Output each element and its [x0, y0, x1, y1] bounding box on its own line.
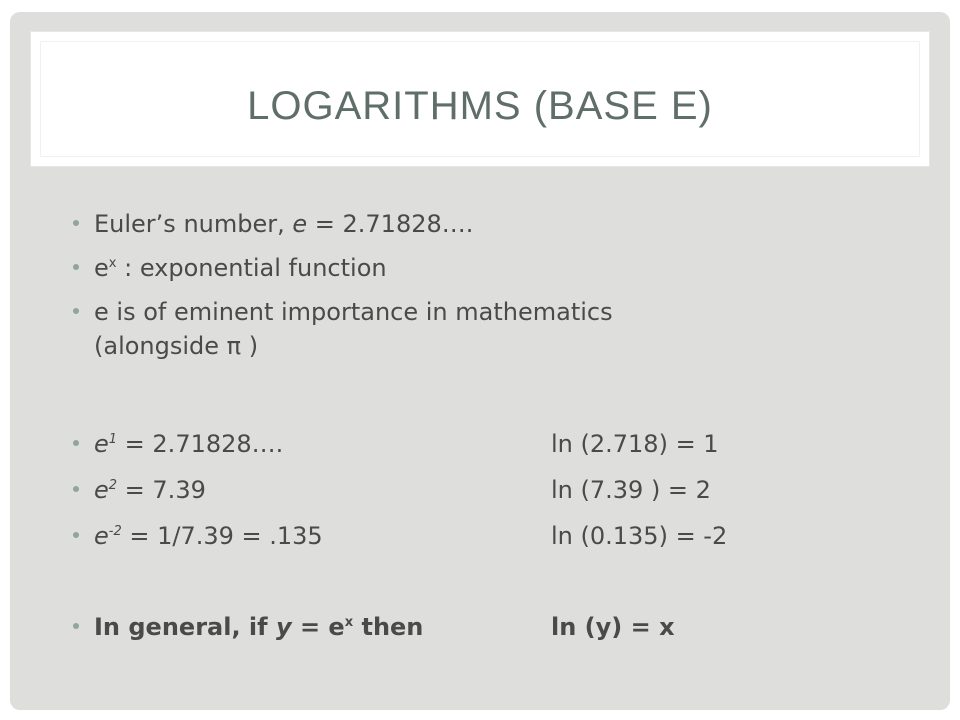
bullet-dot	[73, 264, 79, 270]
ex2-ln: ln (7.39 ) = 2	[551, 476, 711, 504]
bullet-dot	[73, 623, 79, 629]
bullet-text	[94, 295, 613, 363]
euler-e: e	[292, 210, 308, 238]
bullet-text	[94, 251, 387, 285]
bullet-text	[94, 427, 283, 461]
ex1-ln: ln (2.718) = 1	[551, 430, 719, 458]
ex3-rhs: = 1/7.39 = .135	[121, 522, 323, 550]
bullet-dot	[73, 308, 79, 314]
slide-title: LOGARITHMS (BASE E)	[247, 84, 713, 128]
general-superscript: x	[344, 615, 354, 630]
bullet-text	[94, 519, 323, 553]
slide	[10, 12, 950, 710]
euler-prefix: Euler’s number,	[94, 210, 293, 238]
ex1-superscript: 1	[108, 432, 118, 447]
ex3-base: e	[94, 522, 109, 550]
ex2-base: e	[94, 476, 109, 504]
general-prefix: In general, if	[94, 613, 276, 641]
exp-base: e	[94, 254, 109, 282]
general-y: y	[275, 613, 292, 641]
general-ln: ln (y) = x	[551, 613, 675, 641]
general-then: then	[353, 613, 424, 641]
exp-superscript: x	[108, 256, 117, 271]
importance-line1: e is of eminent importance in mathematics	[94, 298, 613, 326]
bullet-text	[94, 610, 423, 644]
general-mid: = e	[291, 613, 345, 641]
bullet-dot	[73, 440, 79, 446]
exp-suffix: : exponential function	[116, 254, 387, 282]
ex1-rhs: = 2.71828….	[117, 430, 284, 458]
bullet-dot	[73, 532, 79, 538]
importance-line2: (alongside π )	[94, 332, 259, 360]
ex2-superscript: 2	[108, 478, 118, 493]
bullet-dot	[73, 486, 79, 492]
ex3-ln: ln (0.135) = -2	[551, 522, 728, 550]
ex2-rhs: = 7.39	[117, 476, 206, 504]
euler-suffix: = 2.71828….	[307, 210, 474, 238]
bullet-dot	[73, 220, 79, 226]
bullet-text	[94, 207, 473, 241]
ex3-superscript: -2	[108, 524, 122, 539]
ex1-base: e	[94, 430, 109, 458]
bullet-text	[94, 473, 206, 507]
bullet-list	[10, 12, 950, 710]
